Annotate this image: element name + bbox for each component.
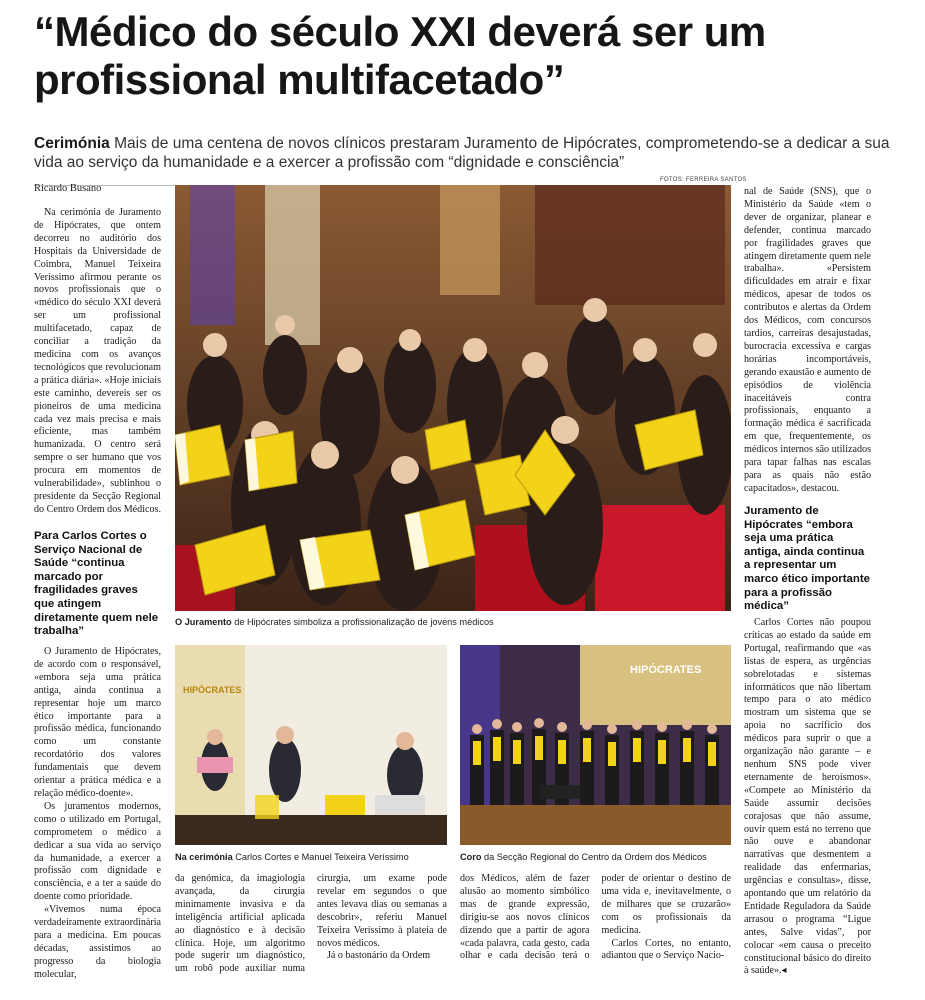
author-byline: Ricardo Busano xyxy=(34,183,102,194)
caption-stage-photo xyxy=(175,852,447,862)
subhead-juramento: Juramento de Hipócrates “embora seja uma prática antiga, ainda continua a representar um marco ético importante para a profissão médica” xyxy=(744,505,870,613)
caption-text: Carlos Cortes e Manuel Teixeira Veríssimo xyxy=(232,852,409,862)
choir-banner-text: HIPÓCRATES xyxy=(630,664,702,676)
headline: “Médico do século XXI deverá ser um profissional multifacetado” xyxy=(34,8,766,103)
subhead-carlos-cortes: Para Carlos Cortes o Serviço Nacional de Saúde “continua marcado por fragilidades graves que atingem diretamente quem nele trabalha” xyxy=(34,530,159,638)
body-paragraph: da genómica, da imagiologia avançada, da cirurgia minimamente invasiva e da inteligência artificial aplicada ao diagnóstico e à decisão clínica. Hoje, um algoritmo pode sugerir um diagnóstico, um robô pode auxiliar numa cirurgia, um exame pode revelar em segundos o que antes levava dias ou semanas a descobrir», referiu Manuel Teixeira Veríssimo à plateia de novos médicos. xyxy=(175,873,447,975)
caption-bold: Coro xyxy=(460,852,482,862)
body-paragraph: nal de Saúde (SNS), que o Ministério da Saúde «tem o dever de organizar, planear e defender, continua marcado por fragilidades graves que atingem diretamente quem nele trabalha». «Persistem dificuldades em atrair e fixar médicos, apesar de todos os contributos e alertas da Ordem dos Médicos, com concursos tardios, carreiras desajustadas, burocracia excessiva e cargas horárias incomportáveis, gerando exaustão e aumento de episódios de violência inaceitáveis contra profissionais, enquanto a formação médica é sacrificada em que, frequentemente, os médicos internos são utilizados para tapar falhas nas escalas para as quais não estão capacitados», destacou. xyxy=(744,186,871,494)
column-1-bottom xyxy=(34,646,161,982)
body-paragraph: Carlos Cortes, no entanto, adiantou que o Serviço Nacio- xyxy=(601,937,731,962)
body-paragraph: Já o bastonário da Ordem xyxy=(327,950,431,962)
column-4-top xyxy=(744,186,871,496)
column-4-bottom xyxy=(744,617,871,978)
body-paragraph: Os juramentos modernos, como o utilizado em Portugal, comprometem o médico a dedicar a sua vida ao serviço da humanidade, a exercer a profissão com dignidade e consciência, e a ter a saúde do doente como prioridade. xyxy=(34,800,161,903)
body-paragraph: O Juramento de Hipócrates, de acordo com o responsável, «embora seja uma prática antiga, ainda continua a representar hoje um marco ético importante para a profissão médica, funcionando como um constante recordatório dos valores fundamentais que devem orientar a prática médica e a relação médico-doente». xyxy=(34,646,161,799)
body-paragraph: Na cerimónia de Juramento de Hipócrates, que ontem decorreu no auditório dos Hospitais da Universidade de Coimbra, Manuel Teixeira Veríssimo afirmou perante os novos profissionais que o «médico do século XXI deverá ser um profissional multifacetado, capaz de conciliar a tradição da medicina com os avanços tecnológicos que revolucionam a prática diária». «Hoje iniciais este caminho, devereis ser os pioneiros de uma medicina cada vez mais precisa e mais eficiente, mas também humanizada. O centro será sempre o ser humano que vos procura em momentos de vulnerabilidade», sublinhou o presidente da Secção Regional do Centro Ordem dos Médicos. xyxy=(34,207,161,515)
bottom-middle-columns xyxy=(175,873,447,976)
caption-choir-photo xyxy=(460,852,731,862)
photo-credit: FOTOS: FERREIRA SANTOS xyxy=(660,177,747,183)
photo-choir xyxy=(460,645,731,845)
lead-text: Mais de uma centena de novos clínicos prestaram Juramento de Hipócrates, comprometendo-se a dedicar a sua vida ao serviço da humanidade e a exercer a profissão com “dignidade e consciência” xyxy=(34,135,890,171)
bottom-middle-twocol xyxy=(175,873,447,976)
body-paragraph: Carlos Cortes não poupou críticas ao estado da saúde em Portugal, reafirmando que «as listas de espera, as urgências sobrelotadas e sistemas informáticos que não libertam tempo para o ato médico mostram um sistema que se apoia no sacrifício dos médicos para suprir o que a organização não garante – e nenhum SNS pode viver eternamente de heroísmos». «Compete ao Ministério da Saúde assumir decisões corajosas que não assume, ouvir quem está no terreno que não ouve e abandonar narrativas que desmentem a realidade das enfermarias, urgências e consultas», disse, apontando que um relatório da Entidade Reguladora da Saúde arrasou o programa “Ligue antes, Salve vidas”, por colocar «em causa o preceito constitucional básico do direito à saúde».◂ xyxy=(744,617,871,977)
caption-bold: Na cerimónia xyxy=(175,852,233,862)
bottom-right-columns xyxy=(460,873,731,963)
body-paragraph: dos Médicos, além de fazer alusão ao momento simbólico mas de grande expressão, dirigiu-se aos novos clínicos dizendo que a partir de agora «cada palavra, cada gesto, cada olhar e cada decisão terá o poder de orientar o destino de uma vida e, inevitavelmente, o de milhares que se cruzarão» com os profissionais da medicina. xyxy=(460,873,731,962)
caption-main-photo xyxy=(175,617,731,627)
lead-kicker: Cerimónia xyxy=(34,135,110,152)
caption-text: de Hipócrates simboliza a profissionalização de jovens médicos xyxy=(231,617,494,627)
caption-text: da Secção Regional do Centro da Ordem dos Médicos xyxy=(481,852,707,862)
bottom-right-twocol xyxy=(460,873,731,963)
main-photo-oath-ceremony xyxy=(175,185,731,611)
column-1-top xyxy=(34,207,161,517)
stage-banner-text: HIPÓCRATES xyxy=(183,685,242,695)
photo-stage-speakers xyxy=(175,645,447,845)
caption-bold: O Juramento xyxy=(175,617,232,627)
lead-paragraph xyxy=(34,134,894,172)
body-paragraph: «Vivemos numa época verdadeiramente extraordinária para a medicina. Em poucas décadas, assistimos ao progresso da biologia molecular, xyxy=(34,904,161,980)
